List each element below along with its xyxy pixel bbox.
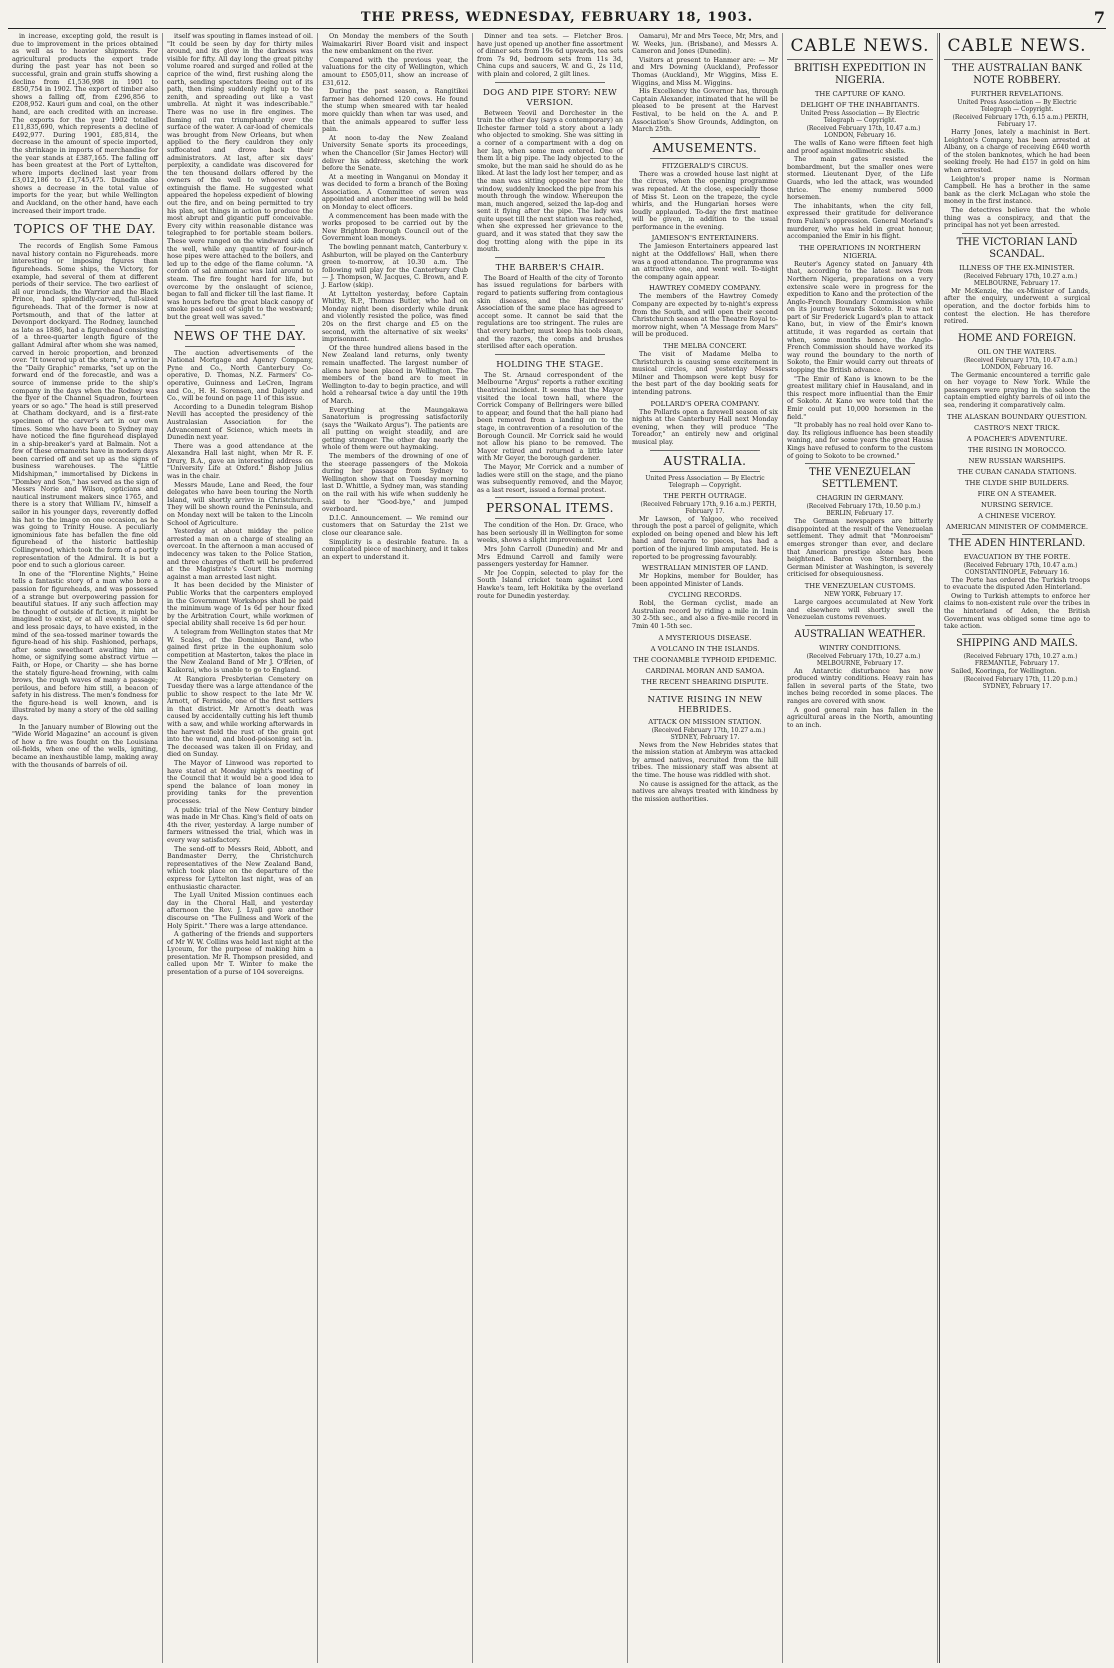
column-3 xyxy=(318,33,473,1663)
pollard-paragraph: The Pollards open a farewell season of six nights at the Canterbury Hall next Monday evening, when they will produce "The Toreador," an entirely new and original musical play. xyxy=(632,407,778,446)
personal-item: The condition of the Hon. Dr. Grace, who has been seriously ill in Wellington for some weeks, shows a slight improvement. xyxy=(477,521,623,545)
column-1 xyxy=(8,33,163,1663)
cuban-subheading: THE CUBAN CANADA STATIONS. xyxy=(957,467,1077,476)
customs-subheading: THE VENEZUELAN CUSTOMS. xyxy=(804,581,916,590)
dateline: NEW YORK, February 17. xyxy=(824,590,903,598)
column-5 xyxy=(628,33,783,1663)
masthead-title: THE PRESS, WEDNESDAY, FEBRUARY 18, 1903. xyxy=(360,9,754,25)
melba-subheading: THE MELBA CONCERT. xyxy=(663,342,747,350)
dateline: (Received February 17th, 6.15 a.m.) PERTH, February 17. xyxy=(952,114,1089,128)
dateline: (Received February 17th, 10.27 a.m.) FREMANTLE, February 17. xyxy=(963,652,1078,667)
delight-subheading: DELIGHT OF THE INHABITANTS. xyxy=(800,101,920,109)
divider xyxy=(495,518,605,519)
news-item: At Lyttelton yesterday, before Captain Whitby, R.P., Thomas Butler, who had on Monday night been disorderly while drunk and violently resisted the police, was fined 20s on the first charge and £5 on the second, with the alternative of six weeks' imprisonment. xyxy=(322,289,468,344)
viceroy-subheading: A CHINESE VICEROY. xyxy=(978,511,1056,520)
bank-paragraph: Harry Jones, lately a machinist in Bert. Leighton's Company, has been arrested at Albany, on a charge of receiving £640 worth of the stolen banknotes, which he had been seeking freely. He had £157 in gold on him when arrested. xyxy=(944,128,1090,174)
divider xyxy=(495,82,605,83)
nursing-subheading: NURSING SERVICE. xyxy=(980,500,1054,509)
aden-paragraph: Owing to Turkish attempts to enforce her claims to non-existent rule over the tribes in the hinterland of Aden, the British Government was obliged some time ago to take action. xyxy=(944,591,1090,631)
news-item: Everything at the Maungakawa Sanatorium is progressing satisfactorily (says the "Waikato Argus"). The patients are all putting on weight steadily, and are getting stronger. The other day nearly the whole of them were out haymaking. xyxy=(322,405,468,452)
divider xyxy=(962,534,1072,535)
press-credit: United Press Association — By Electric Telegraph — Copyright. xyxy=(957,99,1077,113)
home-foreign-heading: HOME AND FOREIGN. xyxy=(958,332,1076,344)
hebrides-paragraph-2: No cause is assigned for the attack, as the natives are always treated with kindness by the mission authorities. xyxy=(632,779,778,803)
divider xyxy=(962,634,1072,635)
divider xyxy=(495,497,605,498)
personal-heading: PERSONAL ITEMS. xyxy=(486,501,614,516)
personal-item: Mrs John Carroll (Dunedin) and Mr and Mrs Edmund Carroll and family were passengers yesterday for Hamner. xyxy=(477,545,623,569)
illness-subheading: ILLNESS OF THE EX-MINISTER. xyxy=(959,263,1075,272)
kano-paragraph: The inhabitants, when the city fell, expressed their gratitude for deliverance from Fulani's oppression. General Morland's murderer, who was held in great honour, accompanied the Emir in his flight. xyxy=(787,201,933,241)
news-item: Of the three hundred aliens based in the New Zealand land returns, only twenty remain unaffected. The largest number of aliens have been placed in Wellington. The members of the band are to meet in Wellington to-day to begin practice, and will hold a rehearsal twice a day until the 19th of March. xyxy=(322,343,468,405)
bank-note-heading: THE AUSTRALIAN BANK NOTE ROBBERY. xyxy=(951,63,1083,86)
venezuela-paragraph: The German newspapers are bitterly disappointed at the result of the Venezuelan settlement. They admit that "Monroeism" emerges stronger than ever, and declare that American prestige alone has been heightened. Baron von Sternberg, the German Minister at Washington, is severely criticised for obsequiousness. xyxy=(787,517,933,579)
divider xyxy=(650,158,760,159)
figureheads-paragraph-2: In one of the "Florentine Nights," Heine tells a fantastic story of a man who bore a passion for figureheads, and was possessed of a strange but overpowering passion for beautiful statues. If any such affection may be thought of outside of fiction, it might be imagined to exist, or at all events, in older and less prosaic days, to have existed, in the mind of the sea-tossed mariner towards the figure-head of his ship. Fashioned, perhaps, after some sweetheart awaiting him at home, or signifying some abstract virtue — Faith, or Hope, or Charity — she has borne the stately figure-head frowning, with calm brows, the rough waves of many a passage; perilous, and before him still, a beacon of safety in his distress. The men's fondness for the figure-head is well known, and is illustrated by many a story of the old sailing days. xyxy=(12,569,158,723)
divider xyxy=(495,354,605,355)
victorian-paragraph: Mr McKenzie, the ex-Minister of Lands, after the enquiry, underwent a surgical operation, and the doctor forbids him to contest the election. He has therefore retired. xyxy=(944,286,1090,326)
news-item: At noon to-day the New Zealand University Senate sports its proceedings, when the Chancellor (Sir James Hector) will deliver his address, sketching the work before the Senate. xyxy=(322,133,468,173)
cable-news-title: CABLE NEWS. xyxy=(947,36,1087,56)
kano-paragraph: The main gates resisted the bombardment, but the smaller ones were stormed. Lieutenant Dyer, of the Life Guards, who led the attack, was wounded thrice. The enemy numbered 5000 horsemen. xyxy=(787,155,933,202)
amusements-heading: AMUSEMENTS. xyxy=(652,140,758,155)
divider xyxy=(805,625,915,626)
news-item: The bowling pennant match, Canterbury v. Ashburton, will be played on the Canterbury green to-morrow, at 10.30 a.m. The following will play for the Canterbury Club — J. Thompson, W. Jacques, C. Brown, and F. J. Earlow (skip). xyxy=(322,243,468,289)
dateline: (Received February 17th, 10.27 a.m.) MELBOURNE, February 17. xyxy=(806,652,921,667)
stage-heading: HOLDING THE STAGE. xyxy=(496,359,604,370)
volcano-subheading: A VOLCANO IN THE ISLANDS. xyxy=(650,644,760,653)
press-credit: United Press Association — By Electric Telegraph — Copyright. xyxy=(800,110,920,124)
news-item: The members of the drowning of one of the steerage passengers of the Mokoia during her passage from Sydney to Wellington show that on Tuesday morning last D. Whittle, a Sydney man, was standing on the rail with his wife when suddenly he said to her "Good-bye," and jumped overboard. xyxy=(322,452,468,514)
divider xyxy=(650,137,760,138)
cycling-paragraph: Robl, the German cyclist, made an Australian record by riding a mile in 1min 30 2-5th sec., and also a five-mile record in 7min 40 1-5th sec. xyxy=(632,599,778,631)
divider xyxy=(962,329,1072,330)
home-paragraph: The Germanic encountered a terrific gale on her voyage to New York. While the passengers were praying in the saloon the captain emptied eighty barrels of oil into the sea, rendering it comparatively calm. xyxy=(944,370,1090,410)
kano-subheading: THE CAPTURE OF KANO. xyxy=(814,90,906,98)
masthead xyxy=(8,6,1106,29)
morocco-subheading: THE RISING IN MOROCCO. xyxy=(967,445,1066,454)
news-item: A commencement has been made with the works proposed to be carried out by the New Brighton Borough Council out of the Government loan moneys. xyxy=(322,211,468,243)
dateline: (Received February 17th, 9.16 a.m.) PERTH, February 17. xyxy=(640,500,777,515)
hawtrey-paragraph: The members of the Hawtrey Comedy Company are expected by to-night's express from the South, and will open their second Christchurch season at the Theatre Royal to-morrow night, when "A Message from Mars" will be produced. xyxy=(632,292,778,339)
operations-paragraph: Reuter's Agency stated on January 4th that, according to the latest news from Northern Nigeria, preparations on a very extensive scale were in progress for the expedition to Kano and the protection of the Anglo-French Boundary Commission while on its journey towards Sokoto. It was not part of Sir Frederick Lugard's plan to attack Kano, but, in view of the Emir's known attitude, it was regarded as certain that when, some months hence, the Anglo-French Commission should have worked its way round the boundary to the north of Sokoto, the Emir would carry out threats of stopping the British advance. xyxy=(787,259,933,375)
news-item: At a meeting in Wanganui on Monday it was decided to form a branch of the Boxing Association. A Committee of seven was appointed and another meeting will be held on Monday to elect officers. xyxy=(322,172,468,212)
bank-paragraph: The detectives believe that the whole thing was a conspiracy, and that the principal has not yet been arrested. xyxy=(944,205,1090,230)
divider xyxy=(650,471,760,472)
stage-paragraph: The St. Arnaud correspondent of the Melbourne "Argus" reports a rather exciting theatrical incident. It seems that the Mayor visited the local town hall, where the Corrick Company of Bellringers were billed to appear, and found that the hall piano had been removed from a landing on to the stage, in contravention of a resolution of the Borough Council. Mr Corrick said he would not allow his piano to be removed. The Mayor retired and returned a little later with Mr Geyer, the borough gardener. xyxy=(477,370,623,463)
dog-story-heading: DOG AND PIPE STORY: NEW VERSION. xyxy=(482,87,618,108)
alaskan-subheading: THE ALASKAN BOUNDARY QUESTION. xyxy=(946,412,1088,421)
hebrides-paragraph: News from the New Hebrides states that the mission station at Ambrym was attacked by armed natives, recruited from the hill tribes. The missionary staff was absent at the time. The house was riddled with shot. xyxy=(632,740,778,780)
news-item: It has been decided by the Minister of Public Works that the carpenters employed in the Government Workshops shall be paid the minimum wage of 1s 6d per hour fixed by the Arbitration Court, while workmen of special ability shall receive 1s 6d per hour. xyxy=(167,581,313,628)
perth-subheading: THE PERTH OUTRAGE. xyxy=(663,491,747,500)
column-7 xyxy=(939,33,1094,1663)
news-item: Yesterday at about midday the police arrested a man on a charge of stealing an overcoat. In the afternoon a man accused of indecency was taken to the Police Station, and three charges of theft will be preferred at the Magistrate's Court this morning against a man arrested last night. xyxy=(167,527,313,581)
operations-paragraph: "The Emir of Kano is known to be the greatest military chief in Hausaland, and in this respect more influential than the Emir of Sokoto. At Kano we were told that the Emir could put 10,000 horsemen in the field." xyxy=(787,374,933,421)
shipping-heading: SHIPPING AND MAILS. xyxy=(956,637,1078,649)
news-item: On Monday the members of the South Waimakariri River Board visit and inspect the new embankment on the river. xyxy=(322,33,468,56)
dateline: (Received February 17th, 11.20 p.m.) SYDNEY, February 17. xyxy=(963,676,1078,691)
shipping-paragraph: Sailed, Kooringa, for Wellington. xyxy=(951,666,1057,675)
weather-heading: AUSTRALIAN WEATHER. xyxy=(794,628,926,640)
bank-paragraph: Leighton's proper name is Norman Campbell. He has a brother in the same bank as the clerk McLagan who stole the money in the first instance. xyxy=(944,174,1090,206)
revelations-subheading: FURTHER REVELATIONS. xyxy=(970,90,1064,98)
steamer-fire-subheading: FIRE ON A STEAMER. xyxy=(977,489,1057,498)
divider xyxy=(30,239,140,240)
stage-paragraph-2: The Mayor, Mr Corrick and a number of ladies were still on the stage, and the piano was subsequently removed, and the Mayor, as a last resort, issued a formal protest. xyxy=(477,462,623,494)
moran-subheading: CARDINAL MORAN AND SAMOA. xyxy=(645,666,765,675)
nigeria-heading: BRITISH EXPEDITION IN NIGERIA. xyxy=(793,63,927,86)
westralian-paragraph: Mr Hopkins, member for Boulder, has been appointed Minister of Lands. xyxy=(632,572,778,588)
press-credit: United Press Association — By Electric Telegraph — Copyright. xyxy=(645,474,765,489)
news-item: During the past season, a Rangitikei farmer has dehorned 120 cows. He found the stump when smeared with tar healed more quickly than when tar was used, and that the animals appeared to suffer less pain. xyxy=(322,87,468,134)
news-item: The auction advertisements of the National Mortgage and Agency Company, Pyne and Co., North Canterbury Co-operative, D. Thomas, N.Z. Farmers' Co-operative, Guinness and LeCren, Ingram and Co., H. H. Sorensen, and Dalgety and Co., will be found on page 11 of this issue. xyxy=(167,348,313,403)
news-item: Compared with the previous year, the valuations for the city of Wellington, which amount to £505,011, show an increase of £31,612. xyxy=(322,55,468,87)
news-item: The Lyall United Mission continues each day in the Choral Hall, and yesterday afternoon the Rev. J. Lyall gave another discourse on "The Fullness and Work of the Holy Spirit." There was a large attendance. xyxy=(167,891,313,930)
news-item: A public trial of the New Century binder was made in Mr Chas. King's field of oats on 4th the river, yesterday. A large number of farmers witnessed the trial, which was in every way satisfactory. xyxy=(167,805,313,844)
divider xyxy=(30,218,140,219)
news-item: Messrs Maude, Lane and Reed, the four delegates who have been touring the North Island, will shortly arrive in Christchurch. They will be shown round the Peninsula, and on Monday next will be taken to the Lincoln School of Agriculture. xyxy=(167,480,313,527)
news-item: Simplicity is a desirable feature. In a complicated piece of machinery, and it takes an expert to understand it. xyxy=(322,537,468,561)
advert-paragraph: Dinner and tea sets. — Fletcher Bros. have just opened up another fine assortment of dinner sets from 19s 6d upwards, tea sets from 7s 9d, bedroom sets from 11s 3d, China cups and saucers, W. and G., 2s 11d, with plain and colored, 2 gilt lines. xyxy=(477,33,623,78)
russian-subheading: NEW RUSSIAN WARSHIPS. xyxy=(968,456,1066,465)
news-item: A gathering of the friends and supporters of Mr W. W. Collins was held last night at the Lyceum, for the purpose of making him a presentation. Mr R. Thompson presided, and called upon Mr T. Winter to make the presentation of a purse of 104 sovereigns. xyxy=(167,930,313,977)
customs-paragraph: Large cargoes accumulated at New York and elsewhere will shortly swell the Venezuelan customs revenues. xyxy=(787,597,933,622)
columns xyxy=(8,33,1106,1663)
melba-paragraph: The visit of Madame Melba to Christchurch is causing some excitement in musical circles, and yesterday Messrs Milner and Thompson were kept busy for the best part of the day booking seats for intending patrons. xyxy=(632,350,778,396)
figureheads-paragraph: The records of English Some Famous naval history contain no Figureheads. more interesting or imposing figures than figureheads. Some ships, the Victory, for example, had several of them at different periods of their service. The two earliest of all our ironclads, the Warrior and the Black Prince, had splendidly-carved, full-sized figureheads. That of the former is now at Portsmouth, and that of the latter at Devonport dockyard. The Rodney, launched as late as 1886, had a figurehead consisting of a three-quarter length figure of the gallant Admiral after whom she was named, carved in heroic proportion, and bronzed over. "It towered up at the stern," a writer in the "Daily Graphic" remarks, "set up on the forward end of the forecastle, and was a source of immense pride to the ship's company in the days when the Rodney was the flyer of the Channel Squadron, fourteen years or so ago." The head is still preserved at Chatham dockyard, and is a first-rate specimen of the carver's art in our own times. Some who have been to Sydney may have noticed the fine figurehead displayed in a ship-breaker's yard at Balmain. Not a few of these ornaments have in modern days been carried off and set up as the signs of business warehouses. The "Little Midshipman," immortalised by Dickens in "Dombey and Son," has served as the sign of Messrs Norie and Wilson, opticians and nautical instrument makers since 1765, and there is a story that William IV., himself a sailor in his younger days, reverently doffed his hat to the image on one occasion, as he was going to Trinity House. A peculiarly ignominious fate has befallen the fine old figurehead of the historic battleship Collingwood, which took the form of a portly representation of the Admiral. It is but a poor end to such a glorious career. xyxy=(12,242,158,570)
topics-heading: TOPICS OF THE DAY. xyxy=(14,222,156,237)
divider xyxy=(962,233,1072,234)
circus-subheading: FITZGERALD'S CIRCUS. xyxy=(661,161,749,170)
poacher-subheading: A POACHER'S ADVENTURE. xyxy=(966,434,1068,443)
weather-paragraph: An Antarctic disturbance has now produced wintry conditions. Heavy rain has fallen in several parts of the State, two inches being recorded in some places. The ranges are covered with snow. xyxy=(787,666,933,706)
dateline: (Received February 17th, 10.27 a.m.) MELBOURNE, February 17. xyxy=(963,272,1078,287)
divider xyxy=(805,463,915,464)
personal-item: Mr Joe Coppin, selected to play for the South Island cricket team against Lord Hawke's team, left Hokitika by the overland route for Dunedin yesterday. xyxy=(477,568,623,600)
dateline: (Received February 17th, 10.47 a.m.) CONSTANTINOPLE, February 16. xyxy=(963,561,1078,576)
westralian-subheading: WESTRALIAN MINISTER OF LAND. xyxy=(641,564,769,573)
jamieson-paragraph: The Jamieson Entertainers appeared last night at the Oddfellows' Hall, when there was a good attendance. The programme was an attractive one, and went well. To-night the company again appear. xyxy=(632,242,778,281)
castro-subheading: CASTRO'S NEXT TRICK. xyxy=(974,423,1060,432)
evacuation-subheading: EVACUATION BY THE FORTE. xyxy=(963,552,1071,561)
venezuelan-heading: THE VENEZUELAN SETTLEMENT. xyxy=(809,467,911,491)
divider xyxy=(650,689,760,690)
divider xyxy=(944,59,1090,60)
commerce-subheading: AMERICAN MINISTER OF COMMERCE. xyxy=(945,522,1089,531)
shearing-subheading: THE RECENT SHEARING DISPUTE. xyxy=(641,677,769,686)
divider xyxy=(185,325,295,326)
column-6 xyxy=(783,33,938,1663)
operations-paragraph: "It probably has no real hold over Kano to-day. Its religious influence has been steadily waning, and for some years the great Hausa Kings have refused to conform to the custom of going to Sokoto to be crowned." xyxy=(787,421,933,460)
disease-subheading: A MYSTERIOUS DISEASE. xyxy=(658,633,752,642)
dateline: (Received February 17th, 10.47 a.m.) LONDON, February 16. xyxy=(963,356,1078,371)
column-4 xyxy=(473,33,628,1663)
news-item: The Mayor of Linwood was reported to have stated at Monday night's meeting of the Council that it would be a good idea to spend the balance of loan money in providing tanks for the prevention processes. xyxy=(167,759,313,805)
cable-news-title: CABLE NEWS. xyxy=(790,36,930,56)
perth-paragraph: Mr Lawson, of Yalgoo, who received through the post a parcel of gelignite, which exploded on being opened and blew his left hand and forearm to pieces, has had a portion of the injured limb amputated. He is reported to be progressing favourably. xyxy=(632,514,778,561)
oil-fire-paragraph: In the January number of Blowing out the "Wide World Magazine" an account is given of how a fire was fought on the Louisiana oil-fields, when one of the wells, igniting, became an inexhaustible lamp, making away with the thousands of barrels of oil. xyxy=(12,722,158,769)
column-2 xyxy=(163,33,318,1663)
news-item: There was a good attendance at the Alexandra Hall last night, when Mr R. F. Drury, B.A., gave an interesting address on "University Life at Oxford." Bishop Julius was in the chair. xyxy=(167,441,313,481)
news-item: D.I.C. Announcement. — We remind our customers that on Saturday the 21st we close our clearance sale. xyxy=(322,513,468,537)
trade-paragraph: in increase, excepting gold, the result is due to improvement in the prices obtained as well as to heavier shipments. For agricultural products the export trade during the past year has not been so successful, grain and grain stuffs showing a decline from £1,536,998 in 1901 to £850,754 in 1902. The export of timber also shows a falling off, from £296,856 to £208,952. Kauri gum and coal, on the other hand, are each credited with an increase. The exports for the year 1902 totalled £11,835,690, which represents a decline of £492,977. During 1901, £85,814, the decrease in the amount of specie imported, the shrinkage in imports of merchandise for the year stands at £387,165. The falling off has been greatest at the Port of Lyttelton, where imports declined last year from £3,012,186 to £1,745,475. Dunedin also shows a decrease in the total value of imports for the year, but while Wellington and Auckland, on the other hand, have each increased their import trade. xyxy=(12,33,158,215)
divider xyxy=(787,59,933,60)
dateline: (Received February 17th, 10.50 p.m.) BERLIN, February 17. xyxy=(806,503,921,518)
news-item: At Rangiora Presbyterian Cemetery on Tuesday there was a large attendance of the public to show respect to the late Mr W. Arnott, of Fernside, one of the first settlers in that district. Mr Arnott's death was caused by accidentally cutting his left thumb with a saw, and while working afterwards in the harvest field the rust of the grain got into the wound, and blood-poisoning set in. The deceased was taken ill on Friday, and died on Sunday. xyxy=(167,674,313,759)
news-item: The send-off to Messrs Reid, Abbott, and Bandmaster Derry, the Christchurch representatives of the New Zealand Band, which took place on the departure of the express for Lyttelton last night, was of an enthusiastic character. xyxy=(167,844,313,891)
jamieson-subheading: JAMIESON'S ENTERTAINERS. xyxy=(651,234,759,243)
personal-item: His Excellency the Governor has, through Captain Alexander, intimated that he will be pleased to be present at the Harvest Festival, to be held on the A. and P. Association's Show Grounds, Addington, on March 25th. xyxy=(632,87,778,134)
hawtrey-subheading: HAWTREY COMEDY COMPANY. xyxy=(649,284,761,293)
news-heading: NEWS OF THE DAY. xyxy=(173,328,307,343)
personal-item: Oamaru), Mr and Mrs Teece, Mr, Mrs, and W. Weeks, jun. (Brisbane), and Messrs A. Cameron and Jones (Dunedin). xyxy=(632,33,778,56)
page-number: 7 xyxy=(1093,7,1106,27)
aden-heading: THE ADEN HINTERLAND. xyxy=(948,537,1086,549)
barber-paragraph: The Board of Health of the city of Toronto has issued regulations for barbers with regard to patients suffering from contagious skin diseases, and the Hairdressers' Association of the same place has agreed to accept some. It cannot be said that the regulations are too stringent. The rules are that every barber, must keep his tools clean, and the razors, the combs and brushes sterilised after each operation. xyxy=(477,273,623,351)
divider xyxy=(650,450,760,451)
barber-heading: THE BARBER'S CHAIR. xyxy=(495,262,605,273)
cycling-subheading: CYCLING RECORDS. xyxy=(668,591,742,600)
dateline: (Received February 17th, 10.27 a.m.) SYDNEY, February 17. xyxy=(651,726,766,741)
wintry-subheading: WINTRY CONDITIONS. xyxy=(819,643,901,652)
divider xyxy=(495,257,605,258)
weather-paragraph: A good general rain has fallen in the agricultural areas in the North, amounting to an inch. xyxy=(787,705,933,729)
dateline: (Received February 17th, 10.47 a.m.) LONDON, February 16. xyxy=(806,125,921,139)
hebrides-heading: NATIVE RISING IN NEW HEBRIDES. xyxy=(647,694,763,715)
clyde-subheading: THE CLYDE SHIP BUILDERS. xyxy=(965,478,1069,487)
kano-paragraph: The walls of Kano were fifteen feet high and proof against mollimetric shells. xyxy=(787,139,933,155)
divider xyxy=(185,346,295,347)
australia-heading: AUSTRALIA. xyxy=(663,453,747,468)
oil-fire-continued: itself was spouting in flames instead of oil. "It could be seen by day for thirty miles around, and its glow in the darkness was visible for fifty. All day long the great pitchy volume roared and surged and rolled at the caprice of the wind, first rushing along the earth, sending spectators fleeing out of its path, then rising suddenly right up to the zenith, and spreading out like a vast umbrella. At night it was indescribable." There was no use in fire engines. The flaming oil ran triumphantly over the surface of the water. A car-load of chemicals was brought from New Orleans, but when applied to the fiery cauldron they only suffocated and drove back their administrators. At last, after six days' perplexity, a candidate was discovered for the ten thousand dollars offered by the owners of the well to whoever could extinguish the flame. He suggested what appeared the hopeless expedient of blowing out the fire, and on being permitted to try his plan, set things in action to produce the most abrupt and gigantic puff conceivable. Every city within reasonable distance was telegraphed to for portable steam boilers. These were ranged on the windward side of the well, while any quantity of four-inch hose pipes were attached to the boilers, and led up to the edge of the flame column. "A cordon of sal ammoniac was laid around to steam. The fire fought hard for life, but overcome by the onslaught of science, began to fall and flicker till the last flame. It was hours before the great black canopy of smoke passed out of sight to the westward; but the great well was saved." xyxy=(167,33,313,321)
pollard-subheading: POLLARD'S OPERA COMPANY. xyxy=(650,399,760,408)
mission-subheading: ATTACK ON MISSION STATION. xyxy=(648,717,762,726)
land-scandal-heading: THE VICTORIAN LAND SCANDAL. xyxy=(956,236,1078,260)
circus-paragraph: There was a crowded house last night at the circus, when the opening programme was repeated. At the close, especially those of Miss St. Leon on the trapeze, the cycle whirls, and the Hungarian horses were loudly applauded. To-day the first matinee will be given, in addition to the usual performance in the evening. xyxy=(632,169,778,231)
oil-subheading: OIL ON THE WATERS. xyxy=(977,347,1057,356)
chagrin-subheading: CHAGRIN IN GERMANY. xyxy=(816,494,904,503)
aden-paragraph: The Porte has ordered the Turkish troops to evacuate the disputed Aden Hinterland. xyxy=(944,575,1090,592)
operations-subheading: THE OPERATIONS IN NORTHERN NIGERIA. xyxy=(799,243,921,260)
typhoid-subheading: THE COONAMBLE TYPHOID EPIDEMIC. xyxy=(633,655,777,664)
news-item: A telegram from Wellington states that Mr W. Scales, of the Dominion Band, who gained first prize in the euphonium solo competition at Masterton, takes the place in the New Zealand Band of Mr J. O'Brien, of Kaikorai, who is unable to go to England. xyxy=(167,627,313,674)
dog-story-paragraph: Between Yeovil and Dorchester in the train the other day (says a contemporary) an Ilchester farmer told a story about a lady who objected to smoking. She was sitting in a corner of a compartment with a dog on her lap, when some men entered. One of them lit a big pipe. The lady objected to the smoke, but the man said he should do as he liked. At last the lady lost her temper, and as the man was sitting opposite her near the window, suddenly knocked the pipe from his mouth through the window. Whereupon the man, much angered, seized the lap-dog and sent it flying after the pipe. The lady was quite upset till the next station was reached, when she expressed her grievance to the guard, and it was stated that they saw the dog trotting along with the pipe in its mouth. xyxy=(477,108,623,254)
news-item: According to a Dunedin telegram Bishop Nevill has accepted the presidency of the Australasian Association for the Advancement of Science, which meets in Dunedin next year. xyxy=(167,402,313,442)
personal-item: Visitors at present to Hanmer are: — Mr and Mrs Downing (Auckland), Professor Thomas (Auckland), Mr Wiggins, Miss E. Wiggins, and Miss M. Wiggins. xyxy=(632,55,778,87)
